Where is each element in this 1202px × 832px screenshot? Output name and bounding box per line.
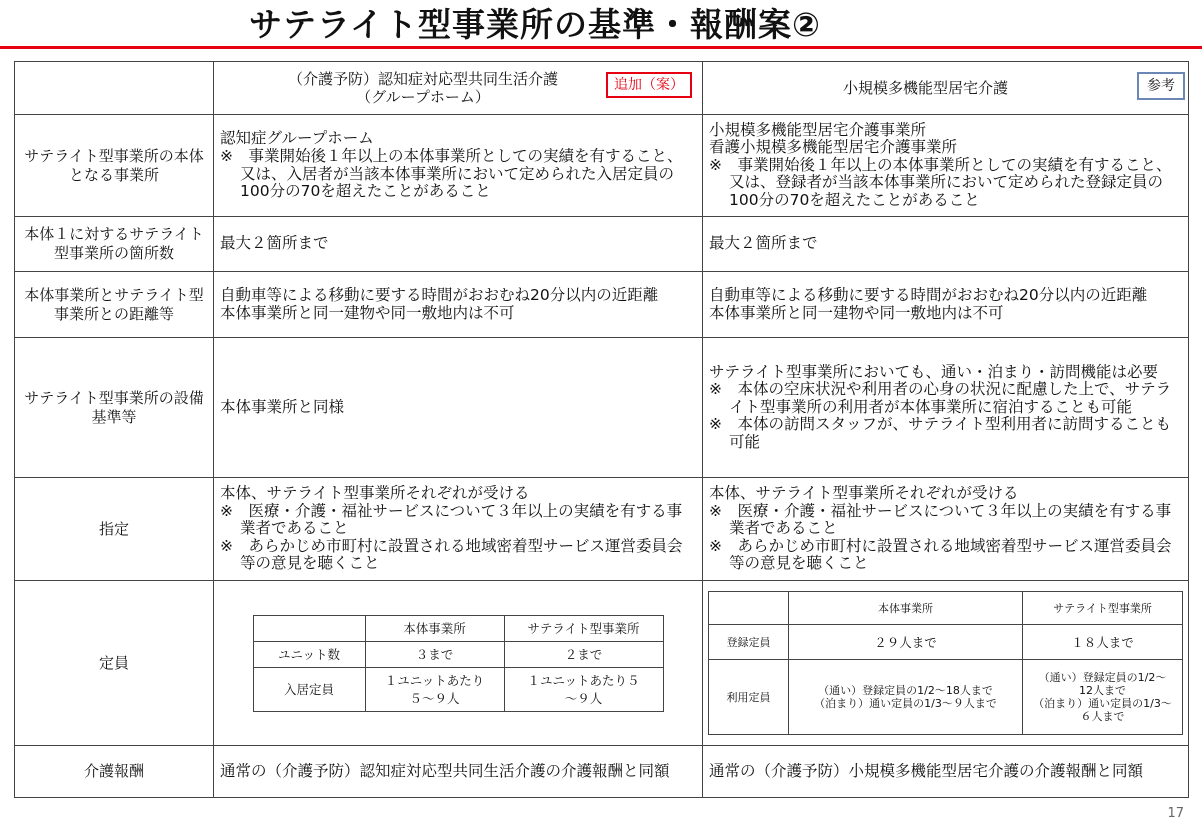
right-cell [703, 581, 1189, 746]
table-row [15, 115, 1189, 217]
title-rule [0, 46, 1202, 49]
row-label: 定員 [15, 581, 214, 746]
inner-cell: １ユニットあたり５～９人 [365, 667, 504, 711]
cell-note: ※ 医療・介護・福祉サービスについて３年以上の実績を有する事業者であること [709, 501, 1172, 538]
right-cell [703, 478, 1189, 581]
cell-note: ※ あらかじめ市町村に設置される地域密着型サービス運営委員会等の意見を聴くこと [709, 536, 1172, 573]
row-label: 介護報酬 [15, 746, 214, 798]
cell-text: 本体事業所と同一建物や同一敷地内は不可 [709, 303, 1004, 322]
inner-header: サテライト型事業所 [504, 615, 663, 641]
inner-row-label: 登録定員 [709, 625, 789, 660]
header-right-cell [703, 62, 1189, 115]
cell-text: 通常の（介護予防）小規模多機能型居宅介護の介護報酬と同額 [709, 761, 1144, 780]
cell-note: ※ 本体の訪問スタッフが、サテライト型利用者に訪問することも可能 [709, 415, 1172, 451]
inner-header: 本体事業所 [789, 592, 1023, 625]
cell-text: 最大２箇所まで [220, 234, 329, 253]
cell-text: 認知症グループホーム [220, 129, 374, 148]
cell-text: 本体、サテライト型事業所それぞれが受ける [709, 484, 1019, 503]
inner-header-empty [253, 615, 365, 641]
inner-line: （通い）登録定員の1/2～18人まで [818, 684, 993, 697]
row-label: 本体事業所とサテライト型事業所との距離等 [15, 272, 214, 338]
cell-note: ※ 事業開始後１年以上の本体事業所としての実績を有すること、又は、入居者が当該本体事業所において定められた入居定員の100分の70を超えたことがあること [220, 146, 683, 201]
right-cell [703, 338, 1189, 478]
inner-cell [789, 660, 1023, 735]
cell-note: ※ 事業開始後１年以上の本体事業所としての実績を有すること、又は、登録者が当該本体事業所において定められた登録定員の100分の70を超えたことがあること [709, 155, 1172, 209]
cell-text: 自動車等による移動に要する時間がおおむね20分以内の近距離 [709, 285, 1148, 304]
inner-header: 本体事業所 [365, 615, 504, 641]
inner-header: サテライト型事業所 [1023, 592, 1183, 625]
unit-capacity-table [253, 615, 664, 712]
inner-line: （通い）登録定員の1/2～12人まで [1038, 671, 1167, 697]
header-right-title: 小規模多機能型居宅介護 [842, 79, 1008, 97]
inner-row-label: 利用定員 [709, 660, 789, 735]
row-label: サテライト型事業所の設備基準等 [15, 338, 214, 478]
cell-text: 看護小規模多機能型居宅介護事業所 [709, 138, 958, 157]
table-row [15, 746, 1189, 798]
header-left-title: （介護予防）認知症対応型共同生活介護 [287, 70, 558, 88]
cell-text: 本体事業所と同様 [220, 397, 345, 416]
left-cell [214, 338, 703, 478]
header-left-cell [214, 62, 703, 115]
left-cell [214, 478, 703, 581]
inner-cell: １８人まで [1023, 625, 1183, 660]
table-row [15, 338, 1189, 478]
header-row [15, 62, 1189, 115]
inner-line: （泊まり）通い定員の1/3～９人まで [814, 697, 997, 710]
cell-text: 本体、サテライト型事業所それぞれが受ける [220, 484, 530, 503]
comparison-table [14, 61, 1189, 798]
inner-header-empty [709, 592, 789, 625]
cell-note: ※ 医療・介護・福祉サービスについて３年以上の実績を有する事業者であること [220, 501, 683, 538]
addition-proposal-badge: 追加（案） [606, 72, 692, 98]
left-cell [214, 581, 703, 746]
header-empty-cell [15, 62, 214, 115]
row-label: 本体１に対するサテライト型事業所の箇所数 [15, 217, 214, 272]
inner-row-label: 入居定員 [253, 667, 365, 711]
cell-text: サテライト型事業所においても、通い・泊まり・訪問機能は必要 [709, 362, 1159, 381]
page-number: 17 [1167, 806, 1184, 821]
cell-text: 通常の（介護予防）認知症対応型共同生活介護の介護報酬と同額 [220, 761, 670, 780]
table-row [15, 272, 1189, 338]
right-cell [703, 746, 1189, 798]
cell-text: 小規模多機能型居宅介護事業所 [709, 120, 927, 139]
cell-text: 自動車等による移動に要する時間がおおむね20分以内の近距離 [220, 285, 659, 304]
inner-cell: ２９人まで [789, 625, 1023, 660]
row-label: 指定 [15, 478, 214, 581]
page-title: サテライト型事業所の基準・報酬案② [249, 5, 821, 44]
table-row [15, 478, 1189, 581]
right-cell [703, 217, 1189, 272]
inner-cell: ２まで [504, 641, 663, 667]
left-cell [214, 746, 703, 798]
left-cell [214, 217, 703, 272]
cell-text: 本体事業所と同一建物や同一敷地内は不可 [220, 303, 515, 322]
cell-note: ※ 本体の空床状況や利用者の心身の状況に配慮した上で、サテライト型事業所の利用者が本体事業所に宿泊することも可能 [709, 380, 1172, 416]
inner-row-label: ユニット数 [253, 641, 365, 667]
inner-cell: ３まで [365, 641, 504, 667]
header-left-subtitle: （グループホーム） [356, 88, 490, 106]
reference-badge: 参考 [1137, 72, 1185, 100]
cell-note: ※ あらかじめ市町村に設置される地域密着型サービス運営委員会等の意見を聴くこと [220, 536, 683, 573]
registration-capacity-table [708, 591, 1183, 735]
right-cell [703, 272, 1189, 338]
inner-line: （泊まり）通い定員の1/3～６人まで [1033, 697, 1172, 723]
left-cell [214, 272, 703, 338]
inner-cell [1023, 660, 1183, 735]
table-row [15, 217, 1189, 272]
row-label: サテライト型事業所の本体となる事業所 [15, 115, 214, 217]
right-cell [703, 115, 1189, 217]
left-cell [214, 115, 703, 217]
table-row [15, 581, 1189, 746]
inner-cell: １ユニットあたり５～９人 [504, 667, 663, 711]
cell-text: 最大２箇所まで [709, 234, 818, 253]
